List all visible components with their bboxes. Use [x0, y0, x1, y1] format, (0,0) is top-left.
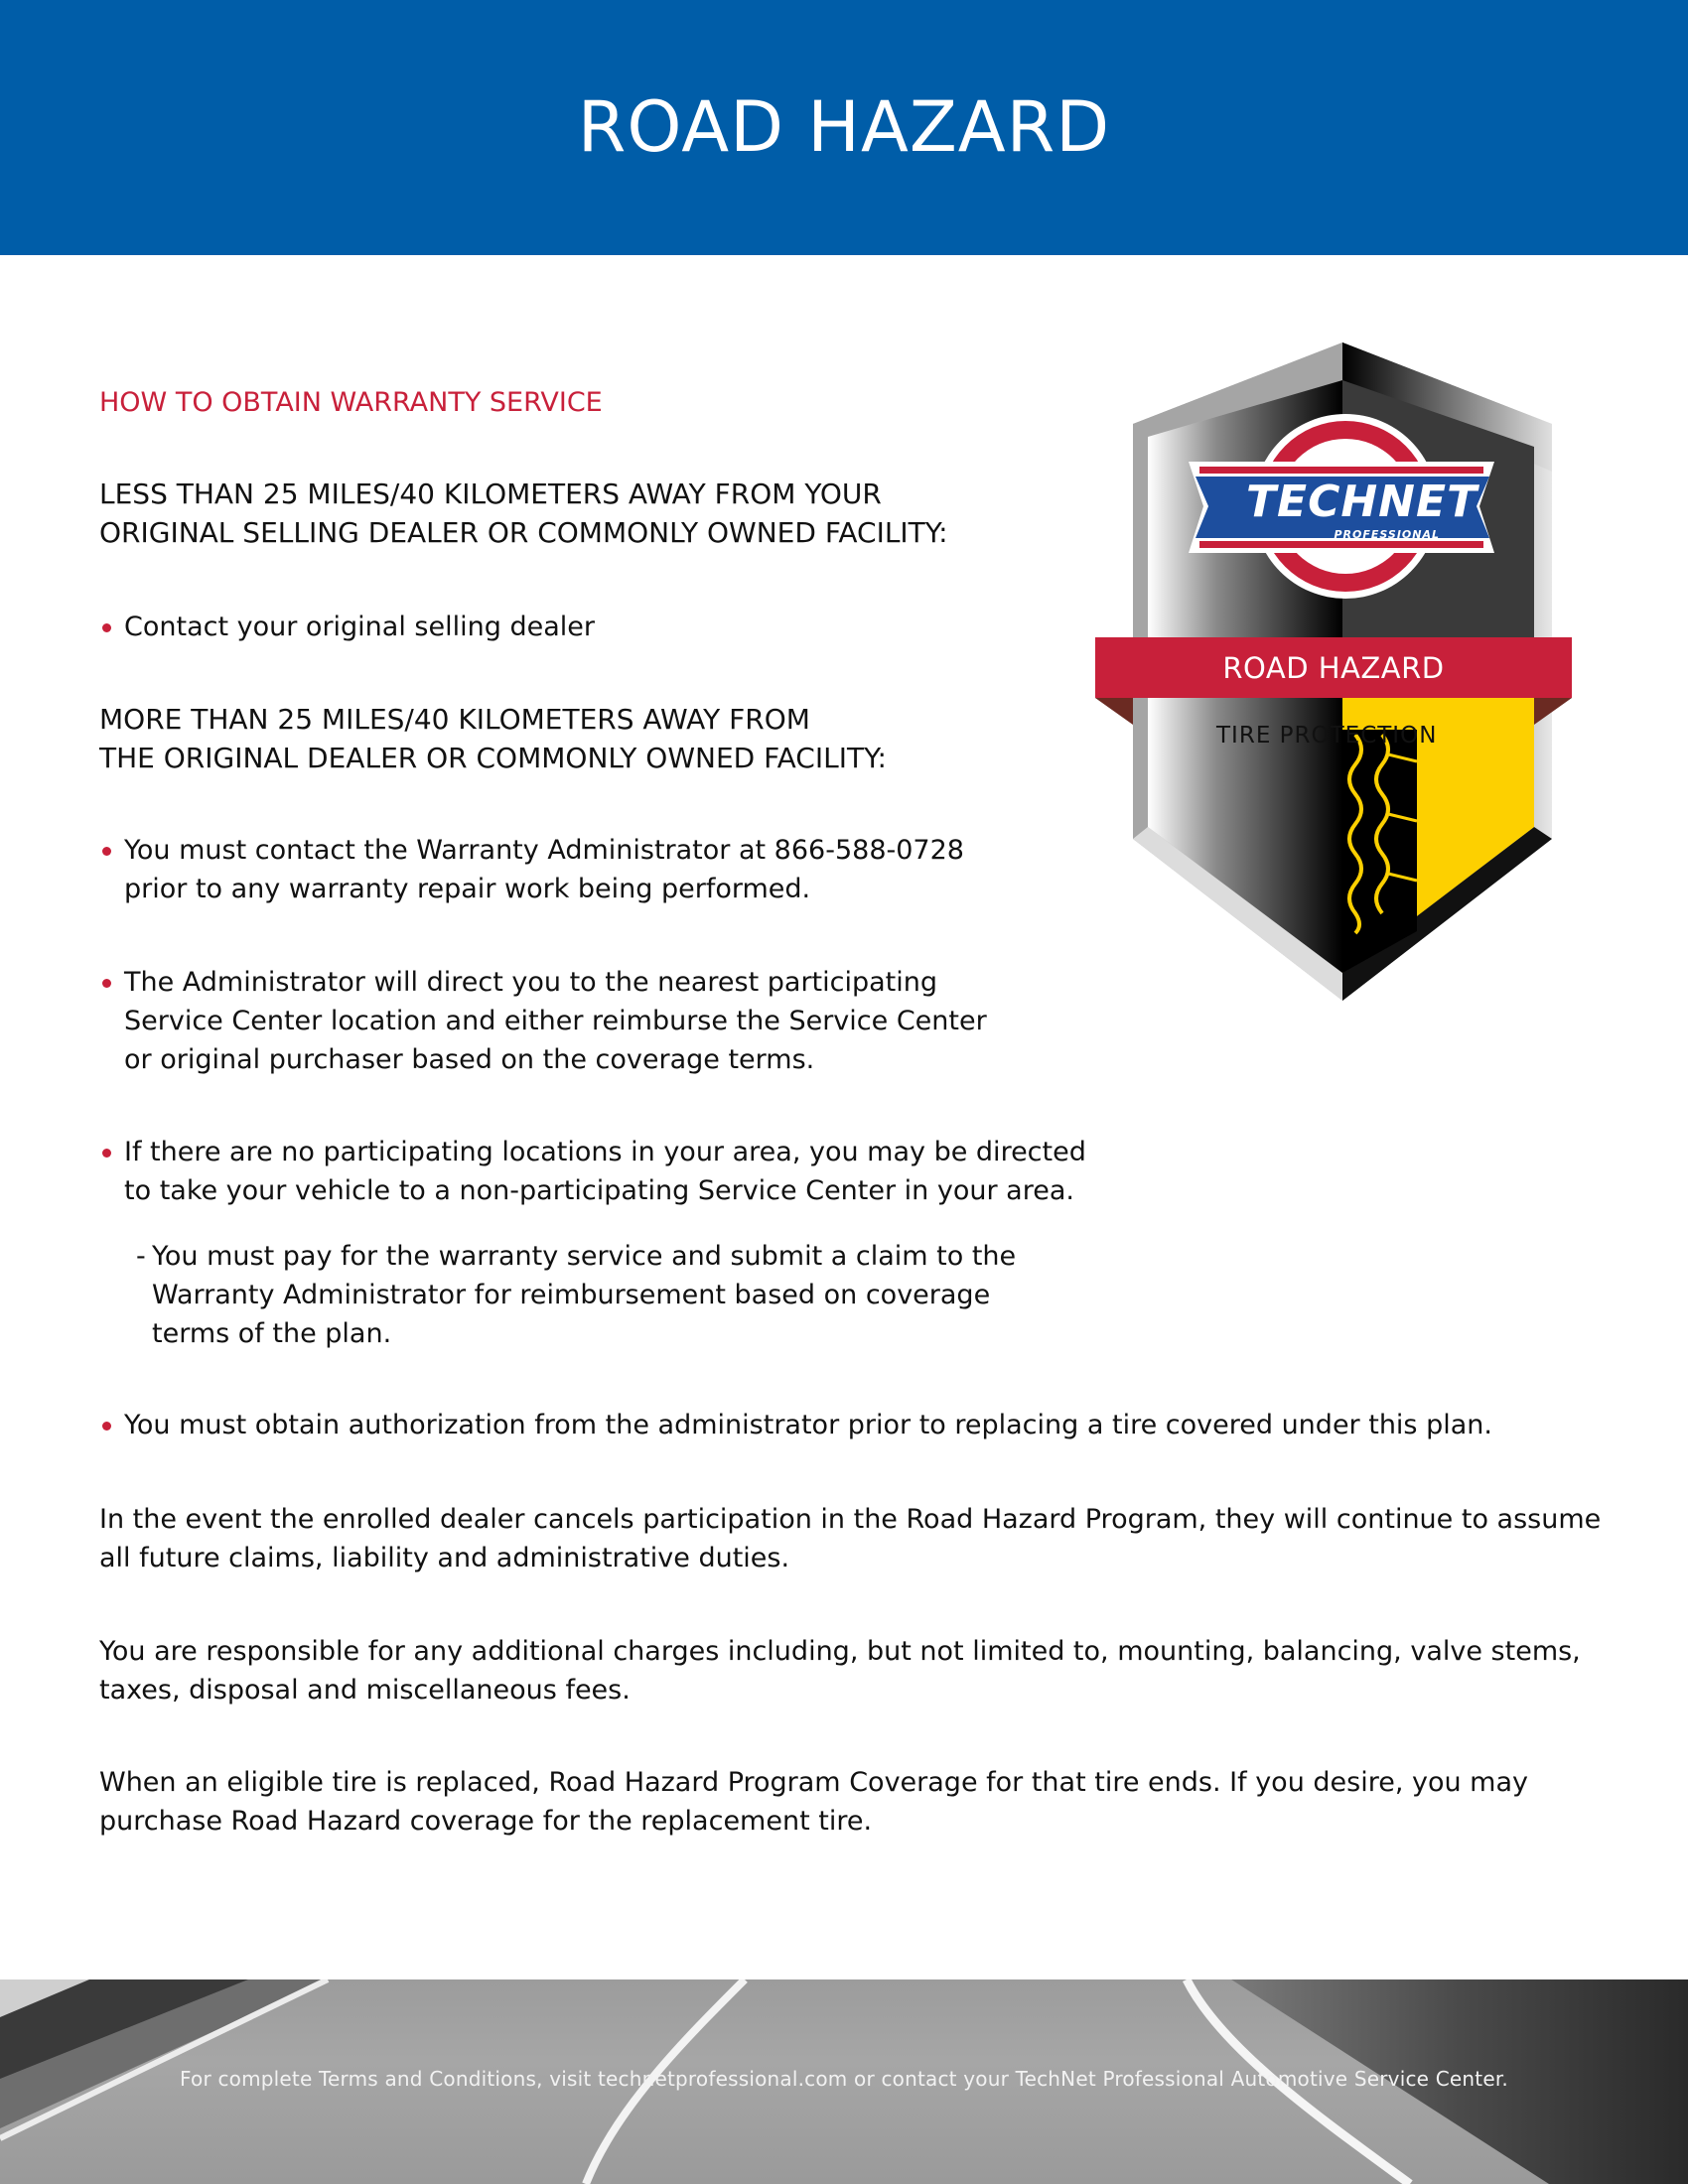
- bullet-icon: [102, 979, 111, 988]
- bullet-icon: [102, 847, 111, 856]
- text-line: to take your vehicle to a non-participating Service Center in your area.: [124, 1175, 1074, 1206]
- text-line: In the event the enrolled dealer cancels participation in the Road Hazard Program, they will continue to assume: [99, 1504, 1602, 1535]
- bullet-icon: [102, 1422, 111, 1431]
- paragraph-dealer-cancellation: [99, 1500, 1601, 1577]
- footer-terms-text: For complete Terms and Conditions, visit technetprofessional.com or contact your TechNet Professional Automotive Service Center.: [180, 2067, 1508, 2091]
- section-heading: HOW TO OBTAIN WARRANTY SERVICE: [99, 387, 603, 418]
- badge-banner-text: ROAD HAZARD: [1222, 650, 1445, 685]
- paragraph-replacement-coverage: [99, 1763, 1528, 1841]
- heading-line: LESS THAN 25 MILES/40 KILOMETERS AWAY FROM YOUR: [99, 478, 882, 510]
- list-item-text: [124, 963, 987, 1079]
- text-line: all future claims, liability and administrative duties.: [99, 1543, 790, 1573]
- more-than-heading: [99, 700, 887, 777]
- technet-logo-wordmark: TECHNET: [1246, 477, 1478, 527]
- list-item-text: Contact your original selling dealer: [124, 612, 595, 642]
- footer-road-image: [0, 1979, 1688, 2184]
- heading-line: THE ORIGINAL DEALER OR COMMONLY OWNED FACILITY:: [99, 742, 887, 774]
- bullet-icon: [102, 1149, 111, 1158]
- paragraph-additional-charges: [99, 1632, 1581, 1709]
- less-than-heading: [99, 475, 948, 552]
- list-item-text: [124, 1133, 1086, 1210]
- text-line: When an eligible tire is replaced, Road Hazard Program Coverage for that tire ends. If you desire, you may: [99, 1767, 1529, 1798]
- heading-line: ORIGINAL SELLING DEALER OR COMMONLY OWNED FACILITY:: [99, 516, 948, 549]
- page-title: ROAD HAZARD: [577, 85, 1111, 168]
- text-line: Warranty Administrator for reimbursement based on coverage: [152, 1280, 991, 1310]
- text-line: prior to any warranty repair work being performed.: [124, 874, 811, 904]
- dash-marker: -: [136, 1241, 146, 1272]
- text-line: purchase Road Hazard coverage for the replacement tire.: [99, 1806, 873, 1837]
- sub-list-item-text: [152, 1237, 1016, 1353]
- technet-logo-subtitle: PROFESSIONAL: [1334, 528, 1440, 541]
- text-line: taxes, disposal and miscellaneous fees.: [99, 1675, 631, 1706]
- text-line: Service Center location and either reimburse the Service Center: [124, 1006, 987, 1036]
- text-line: You must contact the Warranty Administrator at 866-588-0728: [124, 835, 964, 866]
- bullet-icon: [102, 623, 111, 632]
- road-hazard-badge: [1082, 333, 1618, 1013]
- list-item-text: [124, 831, 964, 908]
- text-line: You must pay for the warranty service and submit a claim to the: [152, 1241, 1017, 1272]
- text-line: You are responsible for any additional charges including, but not limited to, mounting, balancing, valve stems,: [99, 1636, 1581, 1667]
- list-item-text: You must obtain authorization from the administrator prior to replacing a tire covered under this plan.: [124, 1410, 1492, 1440]
- text-line: or original purchaser based on the coverage terms.: [124, 1044, 815, 1075]
- badge-sub-text: TIRE PROTECTION: [1216, 723, 1438, 749]
- page-header: [0, 0, 1688, 255]
- text-line: terms of the plan.: [152, 1318, 392, 1349]
- heading-line: MORE THAN 25 MILES/40 KILOMETERS AWAY FROM: [99, 703, 810, 736]
- text-line: The Administrator will direct you to the nearest participating: [124, 967, 938, 998]
- text-line: If there are no participating locations in your area, you may be directed: [124, 1137, 1086, 1167]
